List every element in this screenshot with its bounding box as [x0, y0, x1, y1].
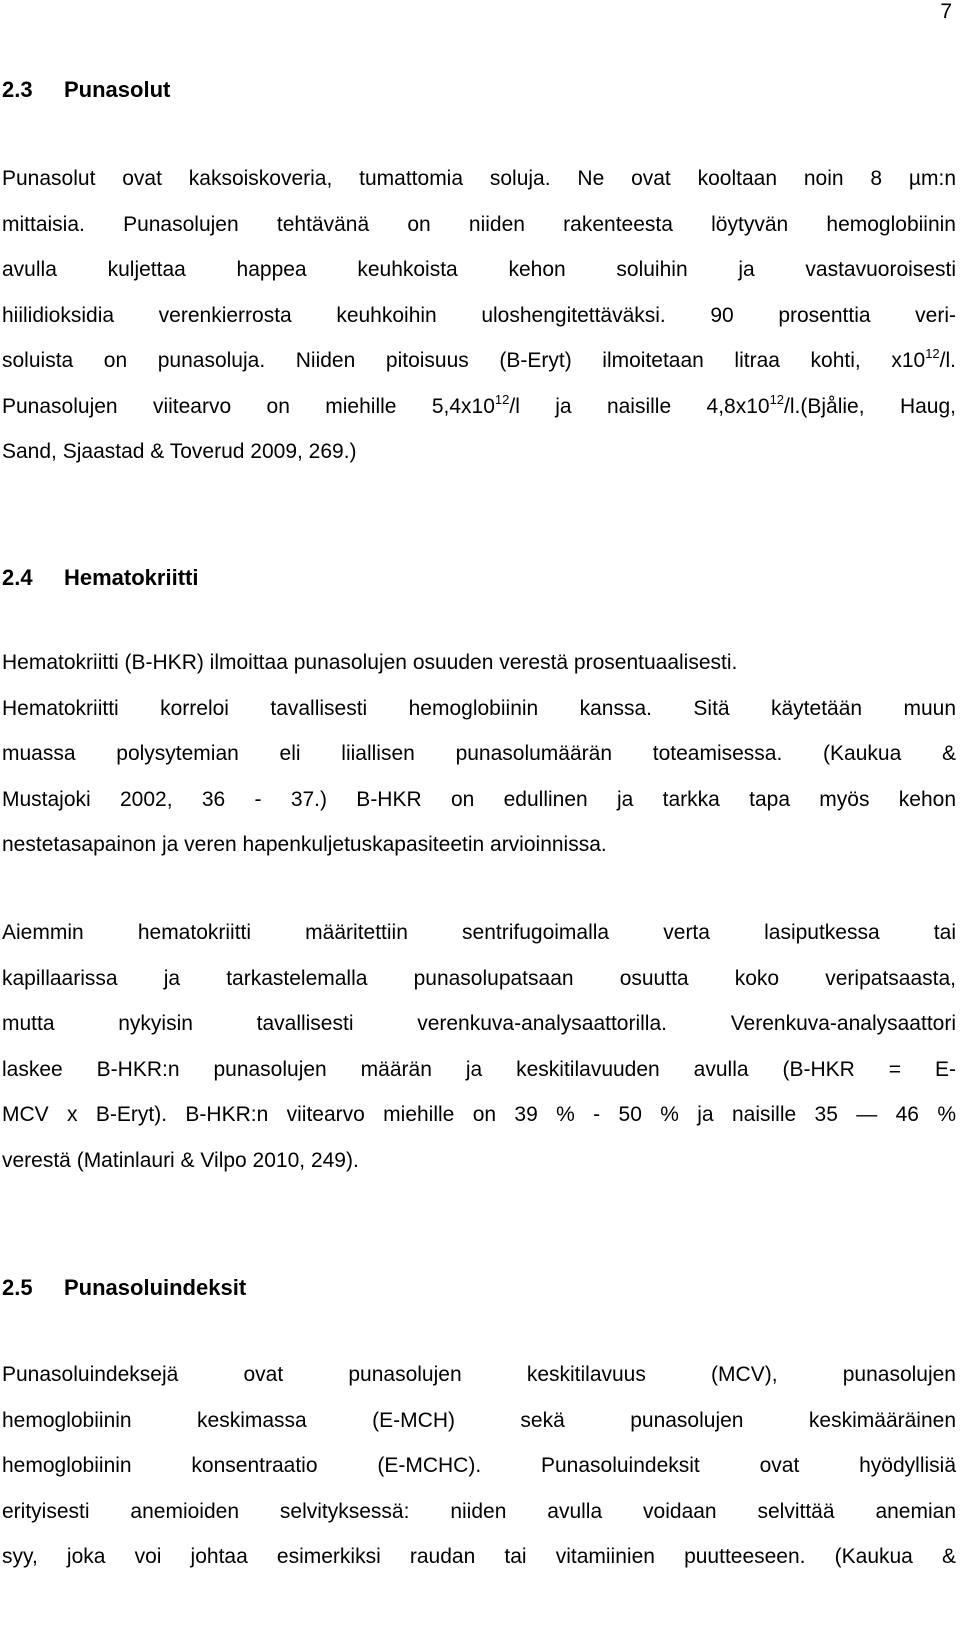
- text-segment: Hematokriitti (B-HKR) ilmoittaa punasolujen osuuden verestä prosentuaalisesti.: [2, 651, 738, 674]
- text-line: [2, 686, 956, 732]
- text-segment: syy, joka voi johtaa esimerkiksi raudan tai vitamiinien puutteeseen. (Kaukua &: [2, 1545, 956, 1568]
- superscript: 12: [925, 346, 940, 361]
- paragraph-hematokriitti-1: [2, 640, 956, 868]
- text-line: [2, 338, 956, 384]
- text-line: [2, 777, 956, 823]
- text-line: [2, 1047, 956, 1093]
- text-segment: Hematokriitti korreloi tavallisesti hemoglobiinin kanssa. Sitä käytetään muun: [2, 696, 956, 720]
- text-line: [2, 1352, 956, 1398]
- text-line: [2, 731, 956, 777]
- text-segment: Punasoluindeksejä ovat punasolujen keskitilavuus (MCV), punasolujen: [2, 1363, 956, 1386]
- text-line: [2, 202, 956, 248]
- text-segment: hemoglobiinin keskimassa (E-MCH) sekä punasolujen keskimääräinen: [2, 1408, 956, 1432]
- text-line: [2, 247, 956, 293]
- text-segment: nestetasapainon ja veren hapenkuljetuskapasiteetin arvioinnissa.: [2, 833, 607, 856]
- text-line: [2, 956, 956, 1002]
- section-number: 2.4: [2, 565, 33, 590]
- text-segment: kapillaarissa ja tarkastelemalla punasolupatsaan osuutta koko veripatsaasta,: [2, 966, 956, 990]
- text-line: [2, 640, 956, 686]
- text-segment: hemoglobiinin konsentraatio (E-MCHC). Punasoluindeksit ovat hyödyllisiä: [2, 1454, 956, 1477]
- text-segment: erityisesti anemioiden selvityksessä: niiden avulla voidaan selvittää anemian: [2, 1499, 956, 1523]
- section-heading-2-4: [2, 564, 198, 592]
- text-segment: Sand, Sjaastad & Toverud 2009, 269.): [2, 440, 357, 463]
- section-number: 2.5: [2, 1275, 33, 1300]
- text-segment: verestä (Matinlauri & Vilpo 2010, 249).: [2, 1148, 359, 1172]
- superscript: 12: [494, 391, 510, 407]
- text-line: [2, 384, 956, 430]
- text-segment: /l.: [939, 349, 956, 372]
- text-segment: Punasolujen viitearvo on miehille 5,4x10: [2, 394, 495, 418]
- text-segment: MCV x B-Eryt). B-HKR:n viitearvo miehille on 39 % - 50 % ja naisille 35 — 46 %: [2, 1103, 956, 1126]
- text-segment: Aiemmin hematokriitti määritettiin sentrifugoimalla verta lasiputkessa tai: [2, 921, 956, 944]
- text-line: [2, 1443, 956, 1489]
- text-segment: mittaisia. Punasolujen tehtävänä on niiden rakenteesta löytyvän hemoglobiinin: [2, 212, 956, 236]
- paragraph-punasoluindeksit: [2, 1352, 956, 1580]
- paragraph-punasolut: [2, 156, 956, 475]
- section-heading-2-5: [2, 1274, 246, 1302]
- section-title: Punasoluindeksit: [64, 1275, 247, 1300]
- page-number: 7: [940, 0, 952, 23]
- text-line: [2, 156, 956, 202]
- text-line: [2, 1489, 956, 1535]
- text-line: [2, 1092, 956, 1138]
- text-line: [2, 293, 956, 339]
- text-segment: muassa polysytemian eli liiallisen punasolumäärän toteamisessa. (Kaukua &: [2, 742, 956, 765]
- text-segment: Punasolut ovat kaksoiskoveria, tumattomia soluja. Ne ovat kooltaan noin 8 µm:n: [2, 167, 956, 190]
- text-segment: /l.(Bjålie, Haug,: [784, 394, 956, 418]
- superscript: 12: [769, 391, 785, 407]
- text-line: [2, 1001, 956, 1047]
- section-title: Hematokriitti: [64, 565, 199, 590]
- text-segment: hiilidioksidia verenkierrosta keuhkoihin uloshengitettäväksi. 90 prosenttia veri-: [2, 303, 956, 327]
- text-segment: Mustajoki 2002, 36 - 37.) B-HKR on edullinen ja tarkka tapa myös kehon: [2, 787, 956, 811]
- text-line: [2, 1138, 956, 1184]
- text-segment: soluista on punasoluja. Niiden pitoisuus (B-Eryt) ilmoitetaan litraa kohti, x10: [2, 349, 926, 372]
- text-segment: mutta nykyisin tavallisesti verenkuva-analysaattorilla. Verenkuva-analysaattori: [2, 1012, 956, 1035]
- text-segment: avulla kuljettaa happea keuhkoista kehon soluihin ja vastavuoroisesti: [2, 258, 956, 281]
- text-line: [2, 822, 956, 868]
- section-heading-2-3: [2, 76, 170, 104]
- paragraph-hematokriitti-2: [2, 910, 956, 1183]
- text-line: [2, 429, 956, 475]
- section-number: 2.3: [2, 77, 33, 102]
- text-line: [2, 1398, 956, 1444]
- text-line: [2, 1534, 956, 1580]
- text-segment: laskee B-HKR:n punasolujen määrän ja keskitilavuuden avulla (B-HKR = E-: [2, 1057, 956, 1081]
- text-line: [2, 910, 956, 956]
- text-segment: /l ja naisille 4,8x10: [509, 394, 770, 418]
- section-title: Punasolut: [64, 77, 171, 102]
